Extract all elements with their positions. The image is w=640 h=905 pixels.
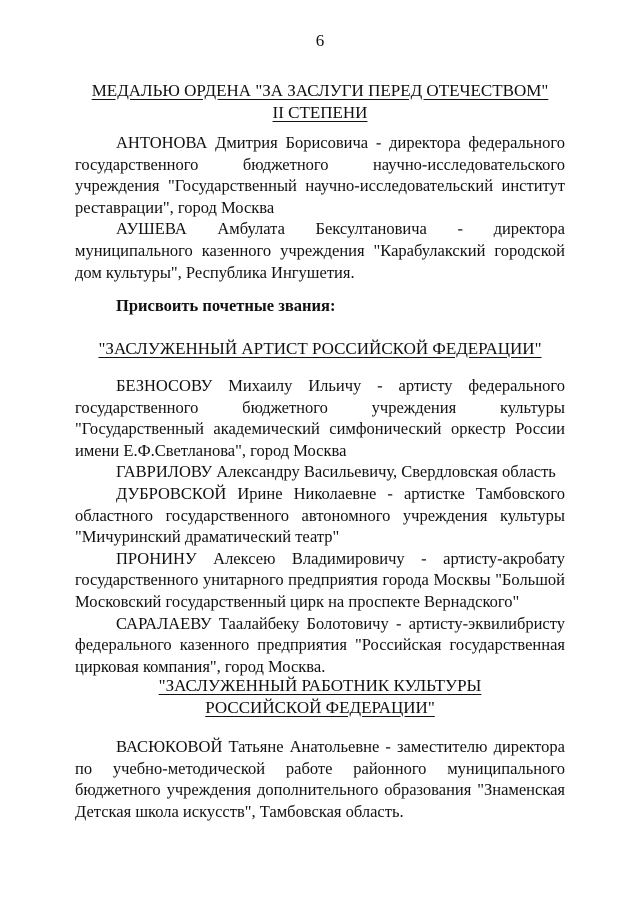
section-title-culture — [0, 675, 640, 719]
award-entry: ГАВРИЛОВУ Александру Васильевичу, Свердловская область — [116, 462, 556, 482]
section-title-culture-line1: "ЗАСЛУЖЕННЫЙ РАБОТНИК КУЛЬТУРЫ — [158, 676, 482, 695]
award-entry: ПРОНИНУ Алексею Владимировичу - артисту-акробату государственного унитарного предприятия города Москвы "Большой Московский государственный цирк на проспекте Вернадского" — [75, 548, 565, 611]
medal-entries — [75, 132, 565, 283]
culture-entries — [75, 736, 565, 822]
page-number: 6 — [315, 31, 325, 50]
award-entry: БЕЗНОСОВУ Михаилу Ильичу - артисту федерального государственного бюджетного учреждения культуры "Государственный академический симфонический оркестр России имени Е.Ф.Светланова", город Москва — [75, 376, 565, 460]
award-entry: ДУБРОВСКОЙ Ирине Николаевне - артистке Тамбовского областного государственного автономного учреждения культуры "Мичуринский драматический театр" — [75, 483, 565, 547]
artist-entries — [75, 375, 565, 677]
award-entry: ВАСЮКОВОЙ Татьяне Анатольевне - заместителю директора по учебно-методической работе районного муниципального бюджетного учреждения дополнительного образования "Знаменская Детская школа искусств", Тамбовская область. — [75, 737, 565, 821]
award-entry: САРАЛАЕВУ Таалайбеку Болотовичу - артисту-эквилибристу федерального казенного предприятия "Российская государственная цирковая компания", город Москва. — [75, 613, 565, 676]
section-title-medal — [0, 80, 640, 124]
section-title-medal-line2: II СТЕПЕНИ — [272, 103, 368, 122]
award-entry: АУШЕВА Амбулата Бексултановича - директора муниципального казенного учреждения "Карабулакский городской дом культуры", Республика Ингушетия. — [75, 219, 565, 282]
section-title-culture-line2: РОССИЙСКОЙ ФЕДЕРАЦИИ" — [205, 698, 435, 717]
section-title-medal-line1: МЕДАЛЬЮ ОРДЕНА "ЗА ЗАСЛУГИ ПЕРЕД ОТЕЧЕСТВОМ" — [91, 81, 549, 100]
section-title-artist-text: "ЗАСЛУЖЕННЫЙ АРТИСТ РОССИЙСКОЙ ФЕДЕРАЦИИ" — [98, 339, 542, 358]
section-title-artist — [0, 338, 640, 360]
assign-titles-heading: Присвоить почетные звания: — [116, 296, 336, 315]
award-entry: АНТОНОВА Дмитрия Борисовича - директора федерального государственного бюджетного научно-исследовательского учреждения "Государственный научно-исследовательский институт реставрации", город Москва — [75, 133, 565, 217]
